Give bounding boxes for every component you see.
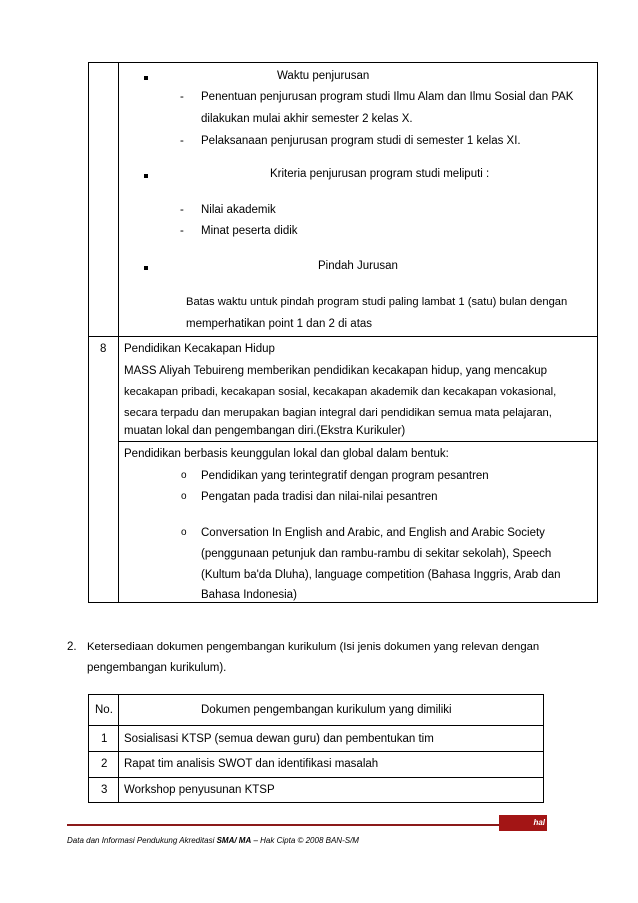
doc-table-row-separator	[88, 751, 544, 752]
waktu-item: Pelaksanaan penjurusan program studi di semester 1 kelas XI.	[201, 135, 521, 147]
dash-icon: -	[180, 204, 184, 216]
row8-line: muatan lokal dan pengembangan diri.(Ekstra Kurikuler)	[124, 425, 406, 437]
row8-line: secara terpadu dan merupakan bagian integral dari pendidikan semua mata pelajaran,	[124, 407, 552, 419]
doc-table-row-separator	[88, 725, 544, 726]
doc-header-no: No.	[95, 704, 113, 716]
circle-bullet-icon: o	[181, 470, 187, 481]
square-bullet-icon	[144, 76, 148, 80]
circle-bullet-icon: o	[181, 491, 187, 502]
unggulan-item3-line: Bahasa Indonesia)	[201, 589, 297, 601]
waktu-item: dilakukan mulai akhir semester 2 kelas X.	[201, 113, 413, 125]
top-table-row-separator	[88, 336, 598, 337]
dash-icon: -	[180, 135, 184, 147]
pindah-line: memperhatikan point 1 dan 2 di atas	[186, 318, 373, 330]
unggulan-item: Pendidikan yang terintegratif dengan program pesantren	[201, 470, 489, 482]
footer-rule	[67, 824, 499, 826]
doc-header-title: Dokumen pengembangan kurikulum yang dimiliki	[201, 704, 452, 716]
dash-icon: -	[180, 225, 184, 237]
kriteria-item: Nilai akademik	[201, 204, 276, 216]
doc-table-right-border	[543, 694, 544, 803]
row8-line: MASS Aliyah Tebuireng memberikan pendidikan kecakapan hidup, yang mencakup	[124, 365, 547, 377]
unggulan-item3-line: (penggunaan petunjuk dan rambu-rambu di sekitar sekolah), Speech	[201, 548, 552, 560]
section-text: pengembangan kurikulum).	[87, 662, 227, 674]
top-table-left-border	[88, 62, 89, 603]
square-bullet-icon	[144, 266, 148, 270]
square-bullet-icon	[144, 174, 148, 178]
row-number: 8	[100, 343, 107, 355]
waktu-heading: Waktu penjurusan	[277, 70, 370, 82]
doc-row-no: 3	[101, 784, 108, 796]
footer-text-prefix: Data dan Informasi Pendukung Akreditasi	[67, 836, 217, 845]
footer-text	[67, 836, 359, 845]
top-table-divider	[118, 62, 119, 603]
top-table-right-border	[597, 62, 598, 603]
section-number: 2.	[67, 641, 77, 653]
doc-table-divider	[118, 694, 119, 803]
doc-table-row-separator	[88, 777, 544, 778]
kriteria-item: Minat peserta didik	[201, 225, 298, 237]
top-table-top-border	[88, 62, 598, 63]
footer-text-bold: SMA/ MA	[216, 836, 252, 845]
unggulan-item3-line: (Kultum ba'da Dluha), language competition (Bahasa Inggris, Arab dan	[201, 569, 561, 581]
doc-row-text: Workshop penyusunan KTSP	[124, 784, 275, 796]
waktu-item: Penentuan penjurusan program studi Ilmu Alam dan Ilmu Sosial dan PAK	[201, 91, 574, 103]
doc-row-no: 1	[101, 733, 108, 745]
doc-row-text: Sosialisasi KTSP (semua dewan guru) dan pembentukan tim	[124, 733, 434, 745]
unggulan-title: Pendidikan berbasis keunggulan lokal dan global dalam bentuk:	[124, 448, 449, 460]
row8-line: kecakapan pribadi, kecakapan sosial, kecakapan akademik dan kecakapan vokasional,	[124, 386, 557, 398]
doc-table-top-border	[88, 694, 544, 695]
unggulan-item3-line: Conversation In English and Arabic, and English and Arabic Society	[201, 527, 545, 539]
footer-text-suffix: – Hak Cipta © 2008 BAN-S/M	[251, 836, 359, 845]
pindah-heading: Pindah Jurusan	[318, 260, 398, 272]
doc-row-text: Rapat tim analisis SWOT dan identifikasi masalah	[124, 758, 379, 770]
top-table-row-separator	[118, 441, 598, 442]
unggulan-item: Pengatan pada tradisi dan nilai-nilai pesantren	[201, 491, 438, 503]
doc-table-left-border	[88, 694, 89, 803]
circle-bullet-icon: o	[181, 527, 187, 538]
doc-row-no: 2	[101, 758, 108, 770]
top-table-bottom-border	[88, 602, 598, 603]
dash-icon: -	[180, 91, 184, 103]
row8-title: Pendidikan Kecakapan Hidup	[124, 343, 275, 355]
page-label-box	[499, 815, 547, 831]
page-label: hal	[533, 818, 545, 827]
section-text: Ketersediaan dokumen pengembangan kurikulum (Isi jenis dokumen yang relevan dengan	[87, 641, 540, 653]
pindah-line: Batas waktu untuk pindah program studi paling lambat 1 (satu) bulan dengan	[186, 296, 568, 308]
doc-table-bottom-border	[88, 802, 544, 803]
kriteria-heading: Kriteria penjurusan program studi meliputi :	[270, 168, 490, 180]
